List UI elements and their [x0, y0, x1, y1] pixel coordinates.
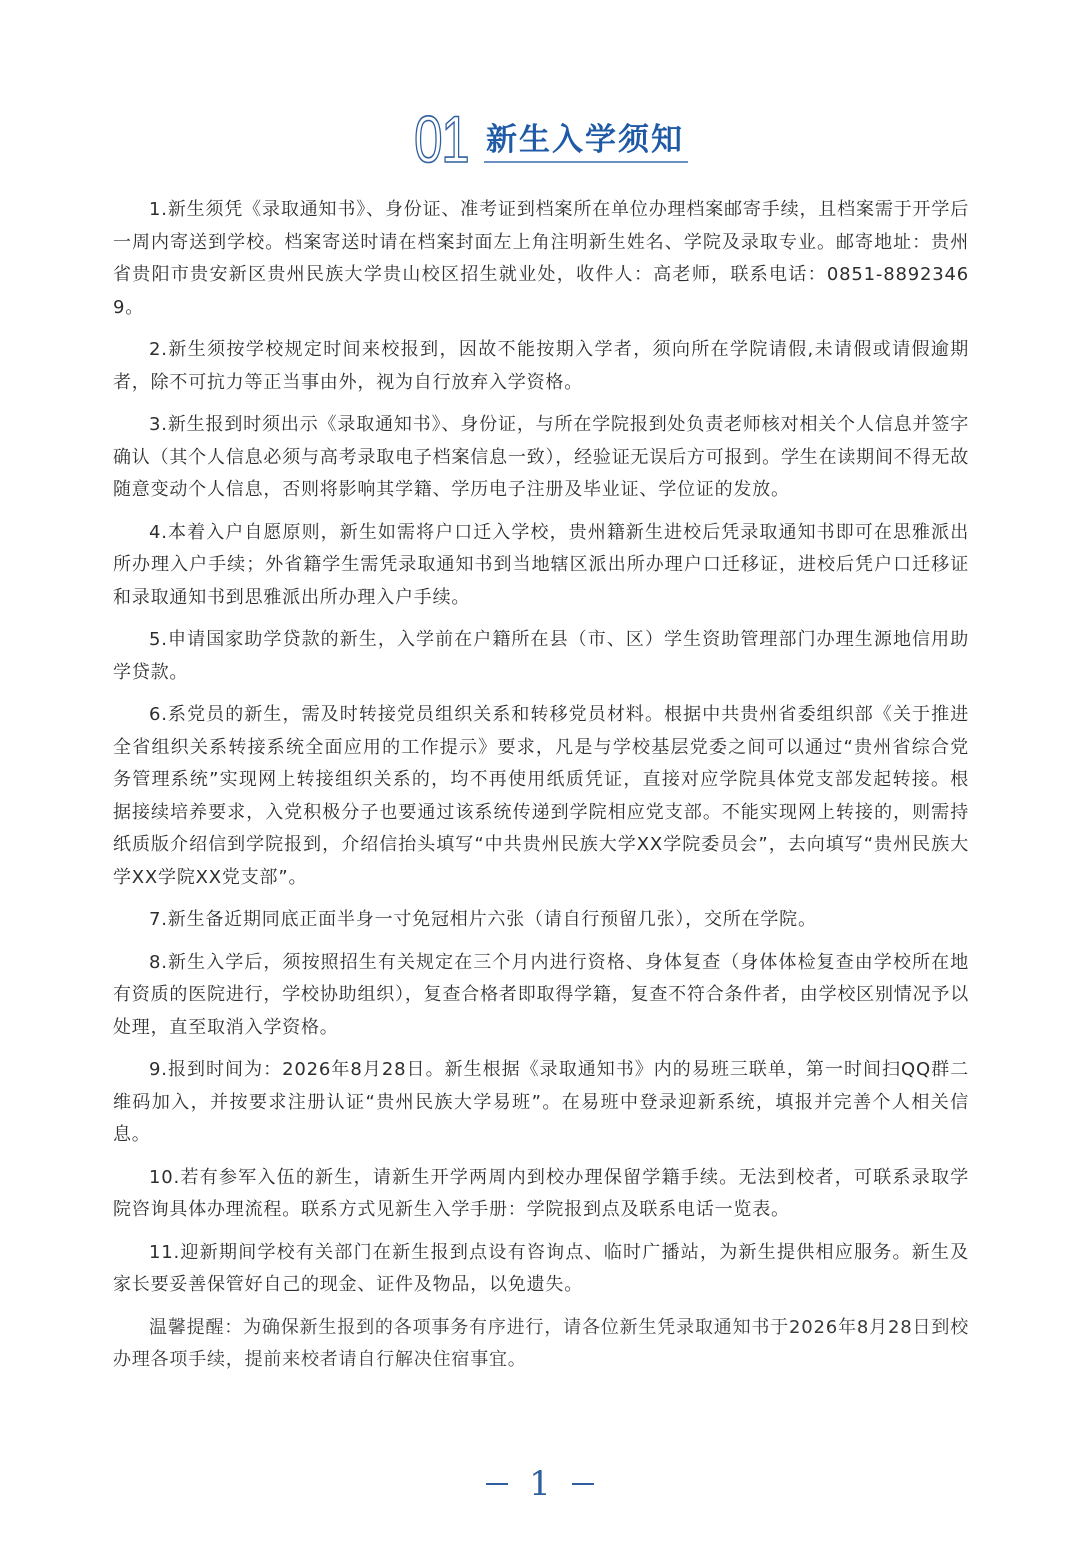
- notice-item-10: 10.若有参军入伍的新生，请新生开学两周内到校办理保留学籍手续。无法到校者，可联系录取学院咨询具体办理流程。联系方式见新生入学手册：学院报到点及联系电话一览表。: [113, 1166, 969, 1220]
- footer-dash-right: [572, 1483, 594, 1485]
- notice-item-6: 6.系党员的新生，需及时转接党员组织关系和转移党员材料。根据中共贵州省委组织部《关于推进全省组织关系转接系统全面应用的工作提示》要求，凡是与学校基层党委之间可以通过“贵州省综合党务管理系统”实现网上转接组织关系的，均不再使用纸质凭证，直接对应学院具体党支部发起转接。根据接续培养要求，入党积极分子也要通过该系统传递到学院相应党支部。不能实现网上转接的，则需持纸质版介绍信到学院报到，介绍信抬头填写“中共贵州民族大学XX学院委员会”，去向填写“贵州民族大学XX学院XX党支部”。: [113, 704, 969, 888]
- notice-item-5: 5.申请国家助学贷款的新生，入学前在户籍所在县（市、区）学生资助管理部门办理生源地信用助学贷款。: [113, 629, 969, 683]
- title-underline: [484, 161, 688, 163]
- section-header: [414, 102, 694, 176]
- notice-item-3: 3.新生报到时须出示《录取通知书》、身份证，与所在学院报到处负责老师核对相关个人信息并签字确认（其个人信息必须与高考录取电子档案信息一致），经验证无误后方可报到。学生在读期间不得无故随意变动个人信息，否则将影响其学籍、学历电子注册及毕业证、学位证的发放。: [113, 414, 969, 500]
- notice-item-11: 11.迎新期间学校有关部门在新生报到点设有咨询点、临时广播站，为新生提供相应服务。新生及家长要妥善保管好自己的现金、证件及物品，以免遗失。: [113, 1241, 969, 1295]
- footer-dash-left: [486, 1483, 508, 1485]
- notice-item-7: 7.新生备近期同底正面半身一寸免冠相片六张（请自行预留几张），交所在学院。: [149, 909, 817, 930]
- notice-item-1: 1.新生须凭《录取通知书》、身份证、准考证到档案所在单位办理档案邮寄手续，且档案需于开学后一周内寄送到学校。档案寄送时请在档案封面左上角注明新生姓名、学院及录取专业。邮寄地址：贵州省贵阳市贵安新区贵州民族大学贵山校区招生就业处，收件人：高老师，联系电话：0851-88923469。: [113, 199, 969, 318]
- notice-item-9: 9.报到时间为：2026年8月28日。新生根据《录取通知书》内的易班三联单，第一时间扫QQ群二维码加入，并按要求注册认证“贵州民族大学易班”。在易班中登录迎新系统，填报并完善个人相关信息。: [113, 1059, 969, 1145]
- notice-item-8: 8.新生入学后，须按照招生有关规定在三个月内进行资格、身体复查（身体体检复查由学校所在地有资质的医院进行，学校协助组织），复查合格者即取得学籍，复查不符合条件者，由学校区别情况予以处理，直至取消入学资格。: [113, 951, 969, 1038]
- page-footer: [0, 1464, 1080, 1514]
- notice-body: [113, 194, 969, 1387]
- section-number: 01: [414, 102, 469, 176]
- notice-item-4: 4.本着入户自愿原则，新生如需将户口迁入学校，贵州籍新生进校后凭录取通知书即可在思雅派出所办理入户手续；外省籍学生需凭录取通知书到当地辖区派出所办理户口迁移证，进校后凭户口迁移证和录取通知书到思雅派出所办理入户手续。: [113, 521, 969, 608]
- section-title: 新生入学须知: [486, 122, 684, 158]
- page-number: 1: [529, 1464, 551, 1504]
- notice-item-2: 2.新生须按学校规定时间来校报到，因故不能按期入学者，须向所在学院请假,未请假或请假逾期者，除不可抗力等正当事由外，视为自行放弃入学资格。: [113, 339, 969, 393]
- warm-reminder: 温馨提醒：为确保新生报到的各项事务有序进行，请各位新生凭录取通知书于2026年8月28日到校办理各项手续，提前来校者请自行解决住宿事宜。: [113, 1316, 969, 1370]
